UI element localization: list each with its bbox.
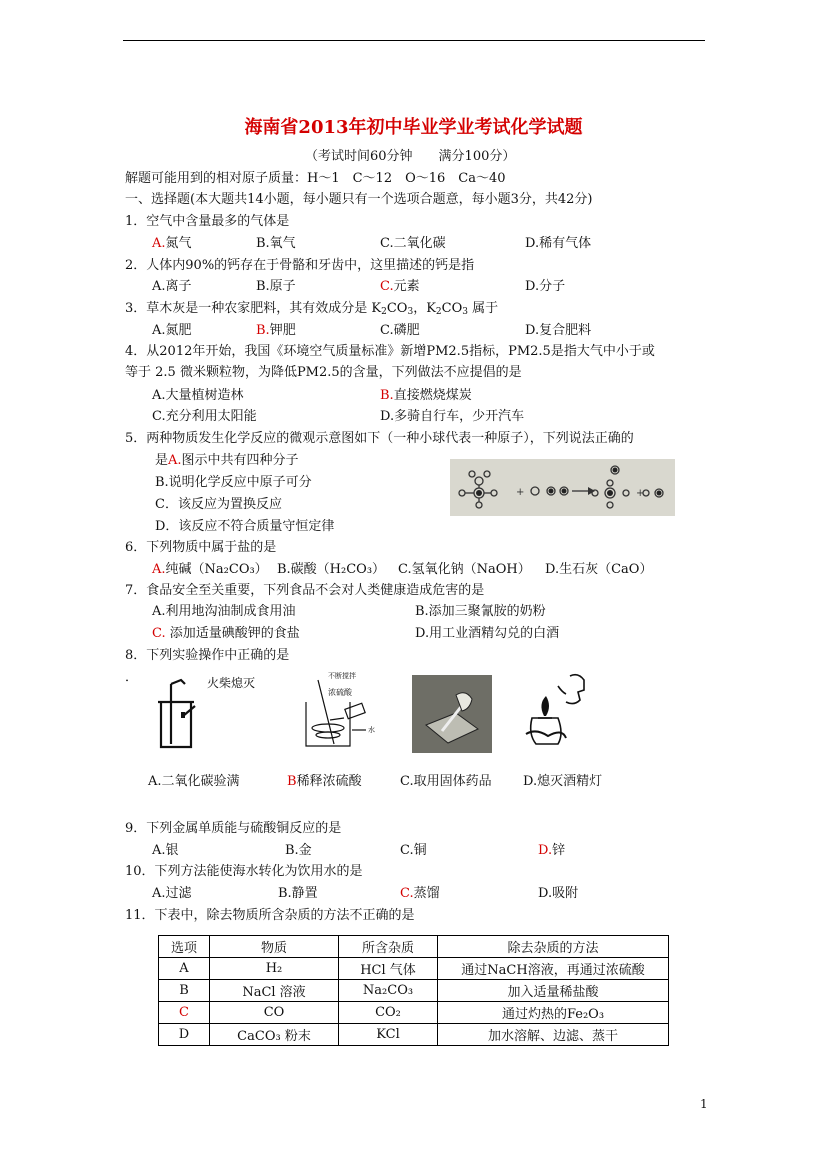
figure-label-water: 水 xyxy=(368,726,375,734)
option-b: B.碳酸（H₂CO₃） xyxy=(277,562,386,577)
table-header-cell: 所含杂质 xyxy=(339,936,438,958)
option-a: A.银 xyxy=(152,843,179,858)
table-cell: HCl 气体 xyxy=(339,958,438,980)
option-a: A.氮肥 xyxy=(152,323,192,338)
header-rule xyxy=(123,40,705,41)
question-stem-cont: 等于 2.5 微米颗粒物，为降低PM2.5的含量，下列做法不应提倡的是 xyxy=(125,365,522,380)
solid-reagent-figure xyxy=(412,675,492,753)
table-cell: CO xyxy=(210,1002,339,1024)
exam-title: 海南省2013年初中毕业学业考试化学试题 xyxy=(244,117,583,138)
option-b: B.金 xyxy=(285,843,312,858)
option-a: A.离子 xyxy=(152,279,192,294)
option-a: A.过滤 xyxy=(152,886,192,901)
option-d: D.熄灭酒精灯 xyxy=(523,774,603,789)
question-stem: 11．下表中，除去物质所含杂质的方法不正确的是 xyxy=(125,908,415,923)
option-c: C.二氧化碳 xyxy=(380,236,446,251)
option-d: D．该反应不符合质量守恒定律 xyxy=(155,519,335,534)
table-cell: 通过灼热的Fe₂O₃ xyxy=(438,1002,669,1024)
option-d: D.锌 xyxy=(538,843,566,858)
option-b: B稀释浓硫酸 xyxy=(287,774,362,789)
atomic-mass-line: 解题可能用到的相对原子质量：H～1 C～12 O～16 Ca～40 xyxy=(125,171,506,186)
option-d: D.生石灰（CaO） xyxy=(545,562,653,577)
question-stem: 10．下列方法能使海水转化为饮用水的是 xyxy=(125,864,363,879)
table-cell: C xyxy=(159,1002,210,1024)
table-row xyxy=(159,1024,669,1046)
table-cell: Na₂CO₃ xyxy=(339,980,438,1002)
table-cell: H₂ xyxy=(210,958,339,980)
question-stem: 6．下列物质中属于盐的是 xyxy=(125,540,277,555)
page-number: 1 xyxy=(700,1097,708,1111)
option-b: B.原子 xyxy=(256,279,296,294)
co2-test-figure xyxy=(153,672,256,752)
table-cell: 加入适量稀盐酸 xyxy=(438,980,669,1002)
question-stem: 2．人体内90%的钙存在于骨骼和牙齿中，这里描述的钙是指 xyxy=(125,258,475,273)
option-b: B.静置 xyxy=(278,886,318,901)
table-cell: 加水溶解、边滤、蒸干 xyxy=(438,1024,669,1046)
table-header-cell: 物质 xyxy=(210,936,339,958)
table-header-row xyxy=(159,936,669,958)
impurity-table xyxy=(158,935,669,1046)
option-a: A.纯碱（Na₂CO₃） xyxy=(152,562,268,577)
option-c: C.磷肥 xyxy=(380,323,420,338)
table-cell: NaCl 溶液 xyxy=(210,980,339,1002)
option-b: B.添加三聚氰胺的奶粉 xyxy=(415,604,546,619)
option-a: A.大量植树造林 xyxy=(152,388,244,403)
stray-dot: ． xyxy=(125,670,139,685)
option-a: A.氮气 xyxy=(152,236,192,251)
question-stem: 9．下列金属单质能与硫酸铜反应的是 xyxy=(125,821,342,836)
table-cell: B xyxy=(159,980,210,1002)
option-a: A.利用地沟油制成食用油 xyxy=(152,604,296,619)
option-b: B.氧气 xyxy=(256,236,296,251)
table-header-cell: 除去杂质的方法 xyxy=(438,936,669,958)
option-c: C.蒸馏 xyxy=(400,886,440,901)
table-cell: 通过NaCH溶液，再通过浓硫酸 xyxy=(438,958,669,980)
table-cell: CaCO₃ 粉末 xyxy=(210,1024,339,1046)
option-c: C. 添加适量碘酸钾的食盐 xyxy=(152,626,300,641)
option-c: C.氢氧化钠（NaOH） xyxy=(398,562,531,577)
alcohol-lamp-figure xyxy=(518,672,608,752)
option-a: A.二氧化碳验满 xyxy=(148,774,240,789)
option-b: B.钾肥 xyxy=(256,323,296,338)
option-c: C.取用固体药品 xyxy=(400,774,492,789)
table-cell: D xyxy=(159,1024,210,1046)
option-b: B.说明化学反应中原子可分 xyxy=(155,475,312,490)
question-stem: 8．下列实验操作中正确的是 xyxy=(125,648,290,663)
option-d: D.复合肥料 xyxy=(525,323,592,338)
option-c: C.充分利用太阳能 xyxy=(152,409,257,424)
table-row xyxy=(159,980,669,1002)
table-row xyxy=(159,958,669,980)
option-d: D.分子 xyxy=(525,279,566,294)
section-heading: 一、选择题(本大题共14小题，每小题只有一个选项合题意，每小题3分，共42分) xyxy=(125,192,593,207)
table-header-cell: 选项 xyxy=(159,936,210,958)
figure-label-match-out: 火柴熄灭 xyxy=(207,676,256,690)
option-d: D.稀有气体 xyxy=(525,236,592,251)
figure-label-acid: 浓硫酸 xyxy=(328,688,352,697)
svg-text:+: + xyxy=(636,488,645,499)
reaction-diagram-image xyxy=(450,459,675,516)
option-d: D.多骑自行车，少开汽车 xyxy=(380,409,525,424)
option-d: D.吸附 xyxy=(538,886,579,901)
exam-info: （考试时间60分钟 满分100分） xyxy=(305,149,516,164)
figure-label-stir: 不断搅拌 xyxy=(328,672,356,680)
option-c: C.铜 xyxy=(400,843,427,858)
option-d: D.用工业酒精勾兑的白酒 xyxy=(415,626,560,641)
option-b: B.直接燃烧煤炭 xyxy=(380,388,472,403)
table-cell: A xyxy=(159,958,210,980)
question-stem: 3．草木灰是一种农家肥料，其有效成分是 $K_2CO_3$，$K_2CO_3$ 属于 xyxy=(125,301,499,317)
question-stem: 7．食品安全至关重要，下列食品不会对人类健康造成危害的是 xyxy=(125,583,485,598)
dilute-acid-figure xyxy=(300,672,390,752)
option-c: C.元素 xyxy=(380,279,420,294)
svg-text:+: + xyxy=(516,487,525,498)
table-cell: CO₂ xyxy=(339,1002,438,1024)
option-a: 是A.图示中共有四种分子 xyxy=(155,453,299,468)
table-row xyxy=(159,1002,669,1024)
question-stem: 5．两种物质发生化学反应的微观示意图如下（一种小球代表一种原子），下列说法正确的 xyxy=(125,431,634,446)
table-cell: KCl xyxy=(339,1024,438,1046)
question-stem: 1．空气中含量最多的气体是 xyxy=(125,214,290,229)
option-c: C．该反应为置换反应 xyxy=(155,497,282,512)
question-stem: 4．从2012年开始，我国《环境空气质量标准》新增PM2.5指标，PM2.5是指大气中小于或 xyxy=(125,344,655,359)
